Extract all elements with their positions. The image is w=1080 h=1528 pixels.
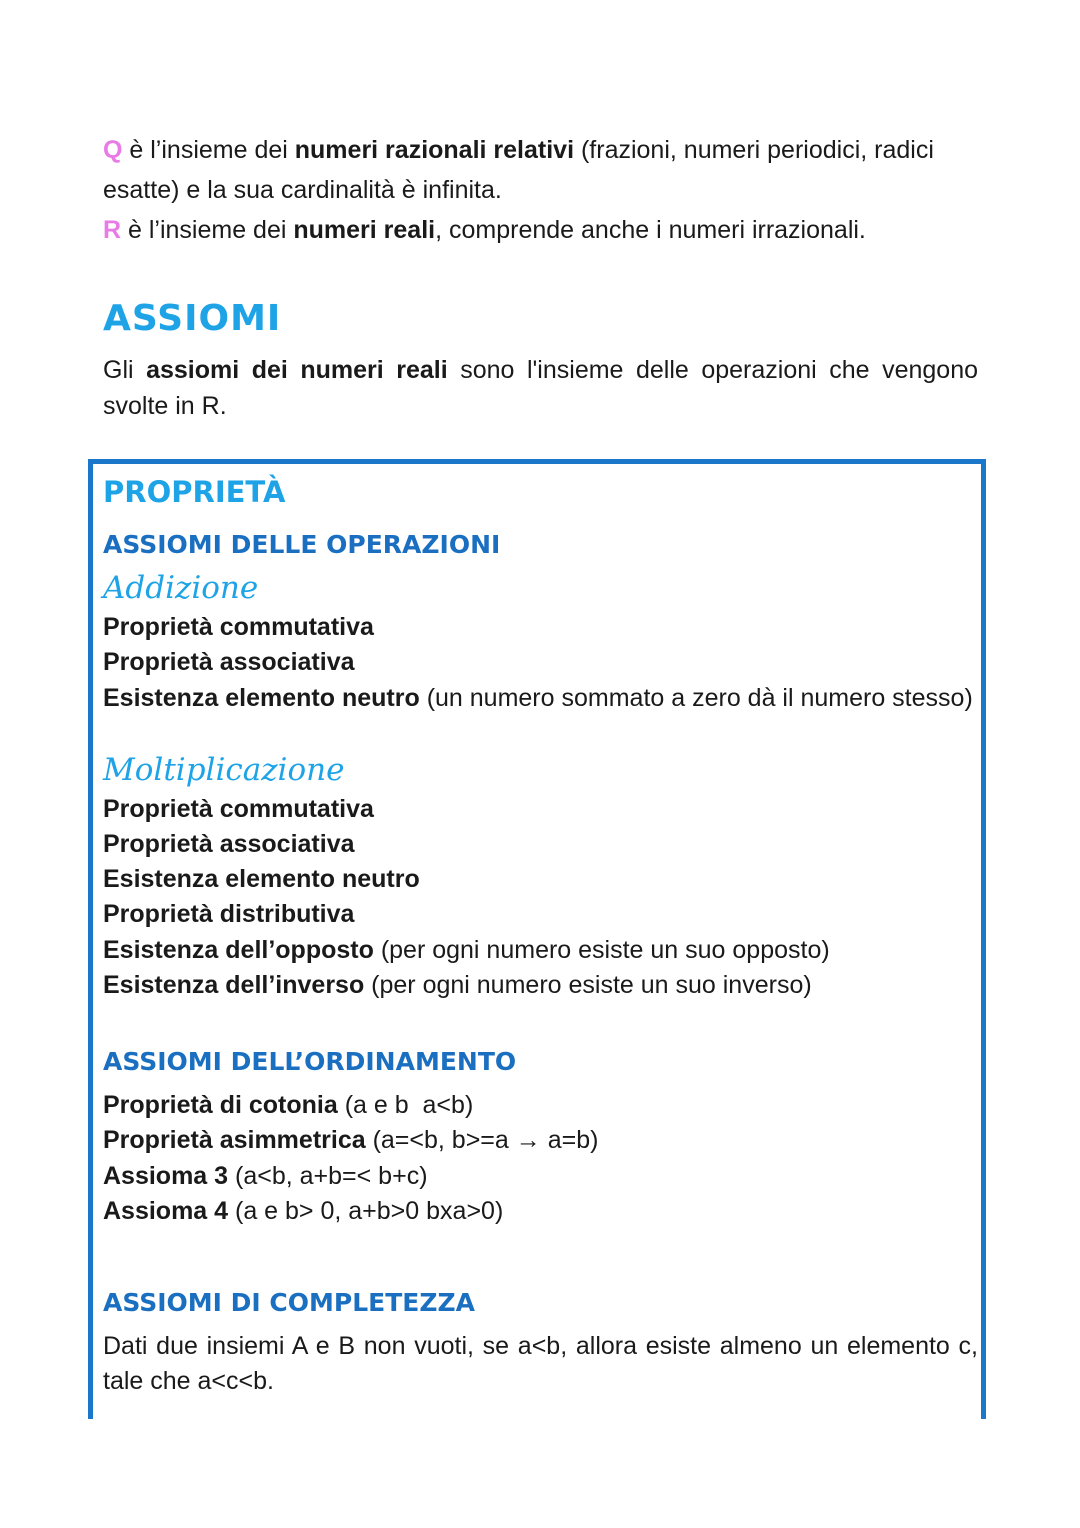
list-item: Proprietà di cotonia (a e b a<b) [103,1091,474,1119]
text: sono l'insieme delle operazioni che vengono svolte in R. [103,356,979,420]
list-item: Proprietà associativa [103,830,355,858]
subtitle-completezza: ASSIOMI DI COMPLETEZZA [103,1288,475,1317]
paragraph-assiomi [103,352,978,424]
subtitle-ordinamento: ASSIOMI DELL’ORDINAMENTO [103,1047,517,1076]
paragraph-q [103,130,978,210]
list-item: Assioma 3 (a<b, a+b=< b+c) [103,1162,428,1190]
list-item: Esistenza dell’inverso (per ogni numero esiste un suo inverso) [103,971,812,999]
section-title-assiomi: ASSIOMI [103,298,282,339]
text: Gli [103,356,147,384]
list-item: Proprietà associativa [103,648,355,676]
list-item: Assioma 4 (a e b> 0, a+b>0 bxa>0) [103,1197,504,1225]
bold-term: numeri razionali relativi [294,136,575,164]
list-item: Proprietà commutativa [103,795,374,823]
bold-term: numeri reali [293,216,436,244]
list-item: Esistenza dell’opposto (per ogni numero esiste un suo opposto) [103,936,830,964]
text: , comprende anche i numeri irrazionali. [435,216,866,244]
list-item: Proprietà commutativa [103,613,374,641]
letter-r: R [103,216,122,244]
subtitle-addizione: Addizione [103,570,259,606]
subtitle-moltiplicazione: Moltiplicazione [103,752,345,788]
letter-q: Q [103,136,123,164]
list-item: Proprietà asimmetrica (a=<b, b>=a → a=b) [103,1126,599,1154]
bold-term: assiomi dei numeri reali [146,356,448,384]
list-item: Esistenza elemento neutro [103,865,420,893]
box-title: PROPRIETÀ [103,475,286,509]
paragraph-r [103,210,978,250]
text: (frazioni, numeri periodici, radici esatte) e la sua cardinalità è infinita. [103,136,934,204]
subtitle-operazioni: ASSIOMI DELLE OPERAZIONI [103,530,501,559]
paragraph-completezza: Dati due insiemi A e B non vuoti, se a<b, allora esiste almeno un elemento c, tale che a<c<b. [103,1332,978,1395]
list-item: Proprietà distributiva [103,900,355,928]
text: è l’insieme dei [121,216,294,244]
text: è l’insieme dei [122,136,295,164]
list-item: Esistenza elemento neutro (un numero sommato a zero dà il numero stesso) [103,684,973,712]
